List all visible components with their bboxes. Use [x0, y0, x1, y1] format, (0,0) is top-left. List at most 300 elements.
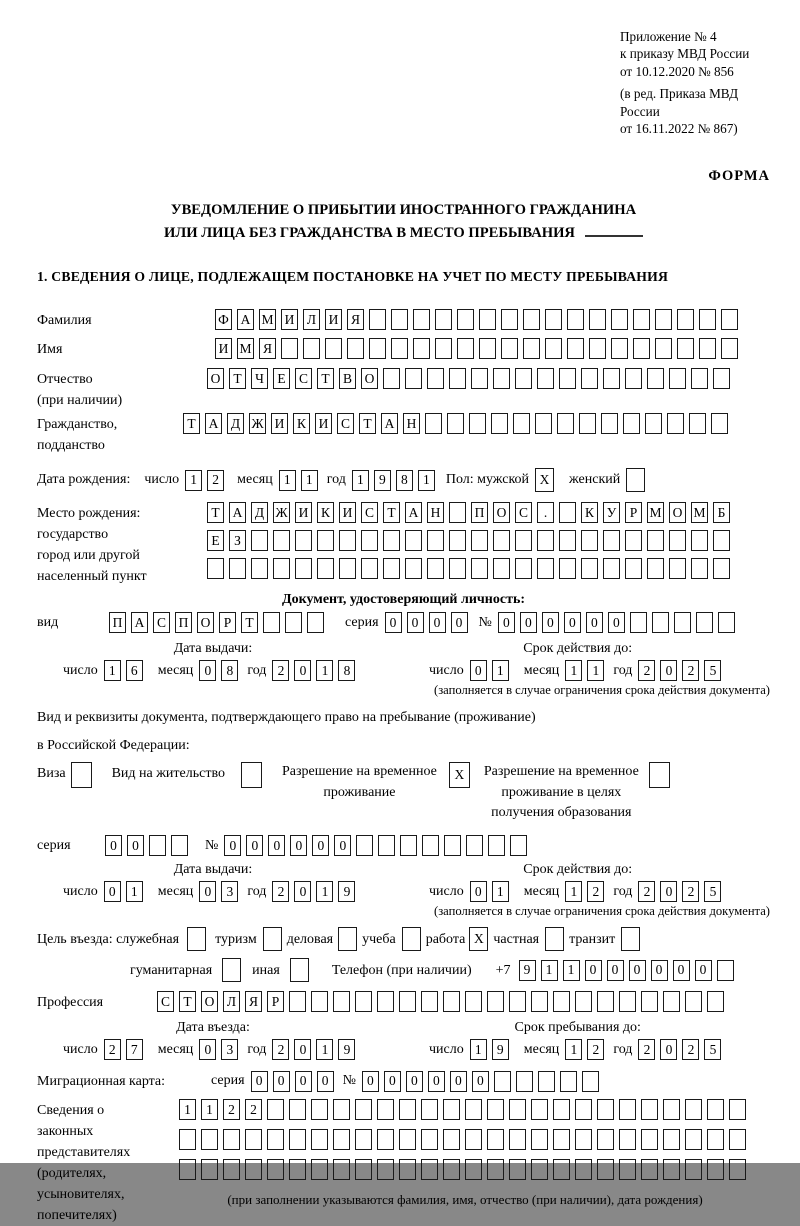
purpose-official-checkbox[interactable]: [187, 927, 211, 951]
char-cell: [663, 1099, 680, 1120]
char-cell: [645, 413, 662, 434]
char-cell: 9: [338, 1039, 355, 1060]
purpose-study-checkbox[interactable]: [402, 927, 426, 951]
char-cell: П: [109, 612, 126, 633]
char-cell: 0: [498, 612, 515, 633]
char-cell: [179, 1159, 196, 1180]
char-cell: [435, 309, 452, 330]
char-cell: 0: [334, 835, 351, 856]
char-cell: [535, 413, 552, 434]
char-cell: [545, 309, 562, 330]
char-cell: 2: [223, 1099, 240, 1120]
char-cell: [619, 1159, 636, 1180]
char-cell: [377, 1129, 394, 1150]
char-cell: [377, 1099, 394, 1120]
appendix-line: от 10.12.2020 № 856: [620, 63, 734, 79]
char-cell: [674, 612, 691, 633]
char-cell: [557, 413, 574, 434]
purpose-transit-checkbox[interactable]: [621, 927, 645, 951]
sex-female-checkbox[interactable]: [626, 468, 650, 492]
char-cell: [465, 1159, 482, 1180]
char-cell: И: [325, 309, 342, 330]
phone-grid[interactable]: [519, 960, 739, 981]
char-cell: [545, 338, 562, 359]
char-cell: X: [535, 468, 554, 492]
char-cell: [553, 991, 570, 1012]
char-cell: [685, 1129, 702, 1150]
purpose-private-label: частная: [493, 932, 540, 948]
char-cell: 0: [312, 835, 329, 856]
stay-day-grid[interactable]: [470, 1039, 514, 1060]
permit-series-grid[interactable]: [105, 835, 193, 856]
char-cell: [267, 1159, 284, 1180]
doc-valid-year-grid[interactable]: [638, 660, 726, 681]
char-cell: В: [339, 368, 356, 389]
birth-year-grid[interactable]: [352, 470, 440, 491]
char-cell: [667, 413, 684, 434]
char-cell: 2: [272, 881, 289, 902]
char-cell: 0: [290, 835, 307, 856]
char-cell: 1: [104, 660, 121, 681]
surname-grid[interactable]: [215, 309, 743, 330]
char-cell: [509, 1129, 526, 1150]
char-cell: [647, 530, 664, 551]
birth-date-label: Дата рождения:: [37, 472, 131, 488]
char-cell: 2: [245, 1099, 262, 1120]
char-cell: [333, 1129, 350, 1150]
sex-female-label: женский: [569, 472, 621, 488]
char-cell: [663, 991, 680, 1012]
char-cell: [575, 991, 592, 1012]
char-cell: Т: [241, 612, 258, 633]
char-cell: С: [361, 502, 378, 523]
purpose-tourism-label: туризм: [215, 932, 257, 948]
char-cell: Ж: [249, 413, 266, 434]
permit-issue-year-grid[interactable]: [272, 881, 360, 902]
patronymic-grid[interactable]: [207, 368, 735, 389]
char-cell: [567, 338, 584, 359]
char-cell: 1: [279, 470, 296, 491]
permit-valid-year-grid[interactable]: [638, 881, 726, 902]
doc-valid-day-grid[interactable]: [470, 660, 514, 681]
restriction-note-2: (заполняется в случае ограничения срока действия документа): [434, 904, 770, 919]
purpose-work-checkbox[interactable]: [469, 927, 493, 951]
char-cell: 2: [587, 1039, 604, 1060]
char-cell: [355, 1099, 372, 1120]
char-cell: А: [405, 502, 422, 523]
char-cell: Ч: [251, 368, 268, 389]
char-cell: [487, 1129, 504, 1150]
char-cell: [581, 558, 598, 579]
char-cell: 0: [660, 660, 677, 681]
char-cell: С: [295, 368, 312, 389]
char-cell: [531, 991, 548, 1012]
entry-date-block: Дата въезда: число 2 7 месяц 0 3 год 2 0 1 9: [37, 1020, 389, 1060]
char-cell: [402, 927, 421, 951]
char-cell: [619, 1129, 636, 1150]
char-cell: [149, 835, 166, 856]
char-cell: 0: [127, 835, 144, 856]
char-cell: [696, 612, 713, 633]
char-cell: [707, 1159, 724, 1180]
char-cell: Т: [179, 991, 196, 1012]
char-cell: 0: [268, 835, 285, 856]
char-cell: Д: [251, 502, 268, 523]
visa-checkbox[interactable]: [71, 762, 92, 788]
char-cell: [560, 1071, 577, 1092]
char-cell: Б: [713, 502, 730, 523]
stay-until-block: Срок пребывания до: число 1 9 месяц 1 2 год 2 0 2 5: [429, 1020, 726, 1060]
char-cell: [307, 612, 324, 633]
char-cell: И: [271, 413, 288, 434]
given-name-label: Имя: [37, 342, 63, 358]
char-cell: [711, 413, 728, 434]
char-cell: [515, 368, 532, 389]
char-cell: [649, 762, 670, 788]
char-cell: [355, 991, 372, 1012]
purpose-private-checkbox[interactable]: [545, 927, 569, 951]
visa-label: Виза: [37, 766, 66, 782]
char-cell: Ф: [215, 309, 232, 330]
temp-residence-checkbox[interactable]: [449, 762, 470, 788]
doc-series-label: серия: [345, 614, 379, 630]
birthplace-grid-line2[interactable]: [207, 530, 735, 551]
char-cell: 2: [207, 470, 224, 491]
char-cell: [333, 991, 350, 1012]
char-cell: А: [229, 502, 246, 523]
char-cell: [289, 1159, 306, 1180]
char-cell: П: [471, 502, 488, 523]
doc-number-grid[interactable]: [498, 612, 740, 633]
form-title-line1: УВЕДОМЛЕНИЕ О ПРИБЫТИИ ИНОСТРАННОГО ГРАЖДАНИНА: [170, 201, 637, 218]
birthplace-grid-line3[interactable]: [207, 558, 735, 579]
char-cell: [71, 762, 92, 788]
char-cell: 1: [316, 1039, 333, 1060]
char-cell: [273, 558, 290, 579]
year-label: год: [326, 472, 346, 488]
char-cell: 0: [470, 660, 487, 681]
char-cell: М: [691, 502, 708, 523]
char-cell: 2: [638, 881, 655, 902]
purpose-other-label: иная: [252, 963, 280, 979]
purpose-tourism-checkbox[interactable]: [263, 927, 287, 951]
char-cell: [471, 530, 488, 551]
char-cell: [729, 1099, 746, 1120]
char-cell: [669, 368, 686, 389]
purpose-humanitarian-checkbox[interactable]: [222, 958, 246, 982]
migration-number-grid[interactable]: [362, 1071, 604, 1092]
representatives-grid-line3[interactable]: [179, 1159, 751, 1180]
char-cell: П: [175, 612, 192, 633]
char-cell: 0: [470, 881, 487, 902]
char-cell: [531, 1129, 548, 1150]
char-cell: [559, 502, 576, 523]
char-cell: [575, 1099, 592, 1120]
char-cell: [391, 309, 408, 330]
entry-day-grid[interactable]: [104, 1039, 148, 1060]
stay-year-grid[interactable]: [638, 1039, 726, 1060]
char-cell: С: [153, 612, 170, 633]
char-cell: М: [259, 309, 276, 330]
char-cell: [471, 558, 488, 579]
migration-card-label: Миграционная карта:: [37, 1074, 166, 1090]
char-cell: [171, 835, 188, 856]
char-cell: [487, 1159, 504, 1180]
char-cell: [603, 558, 620, 579]
doc-issue-year-grid[interactable]: [272, 660, 360, 681]
appendix-block: [620, 28, 770, 138]
char-cell: Р: [267, 991, 284, 1012]
char-cell: [361, 558, 378, 579]
char-cell: [465, 991, 482, 1012]
char-cell: [187, 927, 206, 951]
char-cell: Т: [383, 502, 400, 523]
char-cell: [399, 1129, 416, 1150]
char-cell: [647, 368, 664, 389]
representatives-grid-line2[interactable]: [179, 1129, 751, 1150]
char-cell: 7: [126, 1039, 143, 1060]
permit-issue-block: Дата выдачи: число 0 1 месяц 0 3 год 2 0 1 9: [37, 862, 389, 902]
permit-issue-month-grid[interactable]: [199, 881, 243, 902]
char-cell: [669, 530, 686, 551]
char-cell: 0: [586, 612, 603, 633]
char-cell: [369, 309, 386, 330]
char-cell: [689, 413, 706, 434]
char-cell: Я: [259, 338, 276, 359]
char-cell: 2: [272, 1039, 289, 1060]
char-cell: А: [205, 413, 222, 434]
char-cell: [466, 835, 483, 856]
char-cell: 1: [126, 881, 143, 902]
char-cell: 1: [301, 470, 318, 491]
char-cell: [625, 530, 642, 551]
char-cell: [325, 338, 342, 359]
doc-issue-day-grid[interactable]: [104, 660, 148, 681]
char-cell: И: [281, 309, 298, 330]
char-cell: [487, 1099, 504, 1120]
char-cell: А: [131, 612, 148, 633]
char-cell: [399, 991, 416, 1012]
temp-residence-edu-checkbox[interactable]: [649, 762, 670, 788]
char-cell: К: [317, 502, 334, 523]
char-cell: 0: [585, 960, 602, 981]
birth-day-grid[interactable]: [185, 470, 229, 491]
char-cell: О: [669, 502, 686, 523]
char-cell: У: [603, 502, 620, 523]
char-cell: 0: [629, 960, 646, 981]
char-cell: 0: [520, 612, 537, 633]
char-cell: 0: [273, 1071, 290, 1092]
char-cell: 9: [374, 470, 391, 491]
char-cell: [597, 1159, 614, 1180]
char-cell: [589, 338, 606, 359]
appendix-line: Приложение № 4: [620, 29, 717, 44]
char-cell: [223, 1159, 240, 1180]
char-cell: [663, 1159, 680, 1180]
char-cell: Т: [317, 368, 334, 389]
char-cell: 3: [221, 881, 238, 902]
char-cell: [449, 558, 466, 579]
char-cell: [717, 960, 734, 981]
purpose-study-label: учеба: [362, 932, 396, 948]
permit-issue-day-grid[interactable]: [104, 881, 148, 902]
char-cell: Н: [427, 502, 444, 523]
entry-month-grid[interactable]: [199, 1039, 243, 1060]
valid-until-header: Срок действия до:: [523, 641, 633, 657]
representatives-grid-line1[interactable]: [179, 1099, 751, 1120]
char-cell: [538, 1071, 555, 1092]
doc-valid-month-grid[interactable]: [565, 660, 609, 681]
char-cell: [510, 835, 527, 856]
char-cell: [509, 1159, 526, 1180]
permit-number-label: №: [205, 837, 219, 853]
permit-number-grid[interactable]: [224, 835, 532, 856]
char-cell: 1: [316, 660, 333, 681]
char-cell: С: [337, 413, 354, 434]
char-cell: [355, 1159, 372, 1180]
char-cell: [471, 368, 488, 389]
char-cell: 0: [294, 881, 311, 902]
char-cell: [597, 1129, 614, 1150]
entry-year-grid[interactable]: [272, 1039, 360, 1060]
given-name-grid[interactable]: [215, 338, 743, 359]
doc-issue-block: Дата выдачи: число 1 6 месяц 0 8 год 2 0 1 8: [37, 641, 389, 681]
char-cell: [707, 1129, 724, 1150]
char-cell: 1: [179, 1099, 196, 1120]
char-cell: 0: [199, 660, 216, 681]
char-cell: [223, 1129, 240, 1150]
char-cell: [333, 1159, 350, 1180]
char-cell: 0: [451, 612, 468, 633]
char-cell: 0: [251, 1071, 268, 1092]
stay-month-grid[interactable]: [565, 1039, 609, 1060]
char-cell: 8: [221, 660, 238, 681]
residence-permit-checkbox[interactable]: [241, 762, 262, 788]
char-cell: [559, 558, 576, 579]
sex-male-checkbox[interactable]: [535, 468, 559, 492]
char-cell: [691, 558, 708, 579]
char-cell: [427, 368, 444, 389]
char-cell: 0: [651, 960, 668, 981]
permit-valid-month-grid[interactable]: [565, 881, 609, 902]
char-cell: 1: [565, 881, 582, 902]
char-cell: [317, 530, 334, 551]
char-cell: [537, 558, 554, 579]
profession-label: Профессия: [37, 995, 104, 1011]
char-cell: 2: [682, 1039, 699, 1060]
char-cell: [515, 530, 532, 551]
char-cell: [201, 1129, 218, 1150]
char-cell: [295, 558, 312, 579]
char-cell: [493, 558, 510, 579]
char-cell: [691, 530, 708, 551]
char-cell: [383, 368, 400, 389]
char-cell: 0: [660, 1039, 677, 1060]
doc-kind-grid[interactable]: [109, 612, 329, 633]
char-cell: [685, 991, 702, 1012]
char-cell: [427, 558, 444, 579]
resident-doc-label-2: в Российской Федерации:: [37, 738, 190, 754]
char-cell: [647, 558, 664, 579]
permit-valid-day-grid[interactable]: [470, 881, 514, 902]
temp-residence-label: Разрешение на временное проживание: [281, 764, 437, 800]
char-cell: [457, 338, 474, 359]
char-cell: 0: [472, 1071, 489, 1092]
char-cell: 2: [638, 660, 655, 681]
char-cell: И: [215, 338, 232, 359]
doc-issue-month-grid[interactable]: [199, 660, 243, 681]
char-cell: 1: [587, 660, 604, 681]
char-cell: 2: [682, 881, 699, 902]
char-cell: [493, 530, 510, 551]
migration-series-grid[interactable]: [251, 1071, 339, 1092]
char-cell: [449, 530, 466, 551]
char-cell: М: [647, 502, 664, 523]
char-cell: [501, 309, 518, 330]
purpose-other-checkbox[interactable]: [290, 958, 314, 982]
char-cell: [516, 1071, 533, 1092]
char-cell: 0: [406, 1071, 423, 1092]
char-cell: [601, 413, 618, 434]
char-cell: [487, 991, 504, 1012]
char-cell: [581, 530, 598, 551]
char-cell: 0: [246, 835, 263, 856]
char-cell: 1: [565, 660, 582, 681]
char-cell: [597, 991, 614, 1012]
doc-number-label: №: [478, 614, 492, 630]
char-cell: 1: [492, 881, 509, 902]
char-cell: [575, 1129, 592, 1150]
char-cell: 8: [338, 660, 355, 681]
resident-doc-label-1: Вид и реквизиты документа, подтверждающего право на пребывание (проживание): [37, 710, 536, 726]
char-cell: [443, 1159, 460, 1180]
day-label: число: [144, 472, 180, 488]
char-cell: [713, 368, 730, 389]
char-cell: Р: [625, 502, 642, 523]
char-cell: .: [537, 502, 554, 523]
purpose-business-checkbox[interactable]: [338, 927, 362, 951]
char-cell: [652, 612, 669, 633]
char-cell: 0: [428, 1071, 445, 1092]
birth-month-grid[interactable]: [279, 470, 323, 491]
char-cell: [444, 835, 461, 856]
citizenship-grid[interactable]: [183, 413, 733, 434]
char-cell: [625, 558, 642, 579]
char-cell: [553, 1129, 570, 1150]
char-cell: К: [293, 413, 310, 434]
char-cell: [245, 1159, 262, 1180]
doc-series-grid[interactable]: [385, 612, 473, 633]
char-cell: [633, 309, 650, 330]
forma-label: ФОРМА: [708, 167, 770, 184]
purpose-humanitarian-label: гуманитарная: [130, 963, 213, 979]
char-cell: [677, 309, 694, 330]
char-cell: С: [157, 991, 174, 1012]
char-cell: [289, 1099, 306, 1120]
char-cell: [559, 368, 576, 389]
char-cell: 1: [470, 1039, 487, 1060]
char-cell: [488, 835, 505, 856]
char-cell: А: [237, 309, 254, 330]
birthplace-grid-line1[interactable]: [207, 502, 735, 523]
char-cell: 0: [294, 1039, 311, 1060]
char-cell: 1: [541, 960, 558, 981]
char-cell: [413, 309, 430, 330]
profession-grid[interactable]: [157, 991, 729, 1012]
char-cell: [685, 1099, 702, 1120]
char-cell: [721, 309, 738, 330]
char-cell: 0: [105, 835, 122, 856]
